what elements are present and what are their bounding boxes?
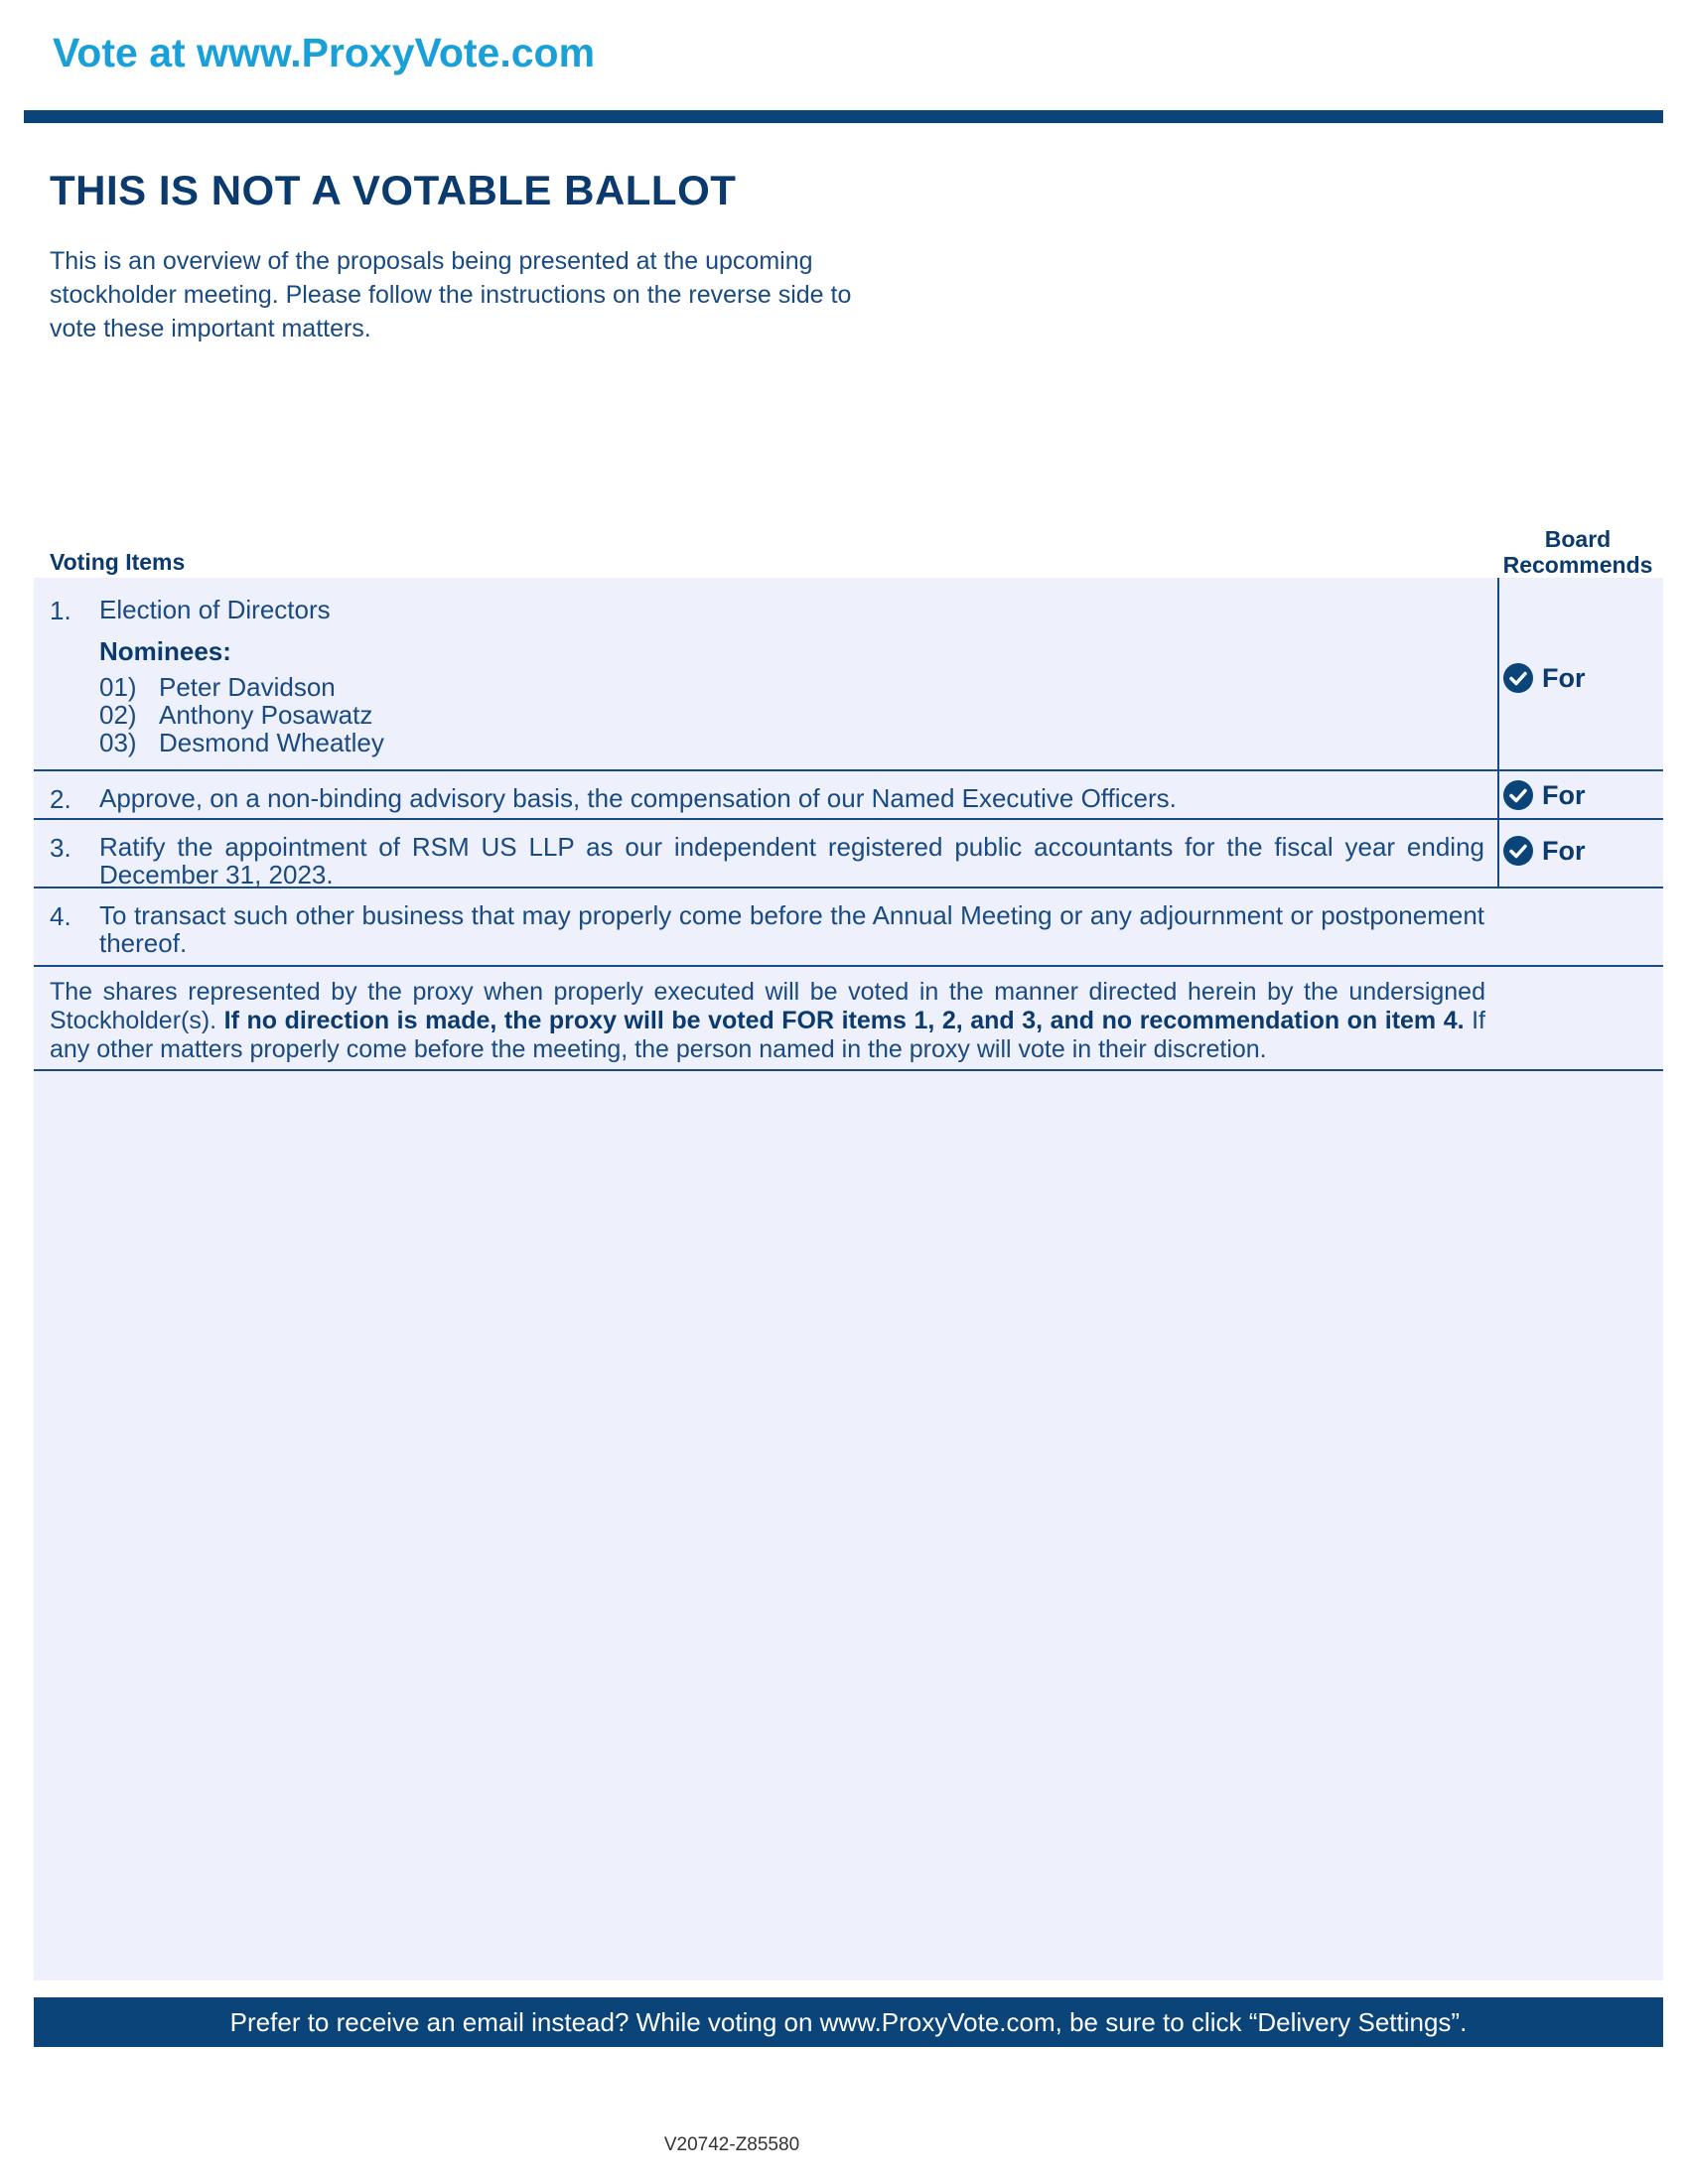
item-text: Election of Directors	[99, 595, 331, 624]
item-text: Ratify the appointment of RSM US LLP as our independent registered public accountants for the fiscal year ending December 31, 2023.	[99, 832, 1484, 889]
recommendation	[1502, 779, 1586, 811]
item-number: 2.	[50, 784, 71, 814]
nominee-name: Desmond Wheatley	[159, 728, 384, 757]
footnote-text: If any other matters properly come before the meeting, the person named in the proxy will vote in their discretion.	[50, 1007, 1485, 1063]
board-recommends-header: Board Recommends	[1502, 526, 1653, 578]
recommendation-label: For	[1542, 835, 1586, 866]
page-header-title: Vote at www.ProxyVote.com	[53, 30, 596, 75]
recommendation	[1502, 662, 1586, 694]
item-text: To transact such other business that may properly come before the Annual Meeting or any adjournment or postponement thereof.	[99, 900, 1484, 958]
footnote-text: The shares represented by the proxy when properly executed will be voted in the manner directed herein by the undersigned Stockholder(s).	[50, 978, 1485, 1034]
nominee-name: Peter Davidson	[159, 672, 336, 702]
nominee	[99, 672, 336, 703]
item-number: 1.	[50, 596, 71, 625]
nominee	[99, 700, 372, 731]
ballot-title: THIS IS NOT A VOTABLE BALLOT	[50, 167, 737, 213]
item-number: 3.	[50, 833, 71, 863]
nominees-label: Nominees:	[99, 636, 231, 666]
nominee-name: Anthony Posawatz	[159, 700, 373, 730]
nominee-number: 01)	[99, 672, 137, 702]
voting-footnote	[50, 978, 1485, 1064]
recommendation	[1502, 835, 1586, 867]
ballot-intro: This is an overview of the proposals being presented at the upcoming stockholder meeting. Please follow the instructions on the reverse side to vote these important matters.	[50, 247, 852, 342]
footnote-bold-text: If no direction is made, the proxy will be voted FOR items 1, 2, and 3, and no recommendation on item 4.	[223, 1007, 1465, 1034]
item-number: 4.	[50, 901, 71, 931]
nominee	[99, 728, 384, 758]
recommendation-label: For	[1542, 779, 1586, 810]
check-circle-icon	[1502, 835, 1534, 867]
control-number: V20742-Z85580	[663, 2134, 800, 2155]
check-circle-icon	[1502, 779, 1534, 811]
check-circle-icon	[1502, 662, 1534, 694]
delivery-settings-banner: Prefer to receive an email instead? While voting on www.ProxyVote.com, be sure to click “Delivery Settings”.	[34, 1997, 1663, 2047]
nominee-number: 03)	[99, 728, 137, 757]
voting-items-header: Voting Items	[50, 549, 186, 575]
recommendation-label: For	[1542, 662, 1586, 693]
header-divider	[24, 110, 1663, 123]
recommendation-column-divider	[1497, 578, 1499, 887]
item-text: Approve, on a non-binding advisory basis, the compensation of our Named Executive Officers.	[99, 783, 1177, 813]
nominee-number: 02)	[99, 700, 137, 730]
